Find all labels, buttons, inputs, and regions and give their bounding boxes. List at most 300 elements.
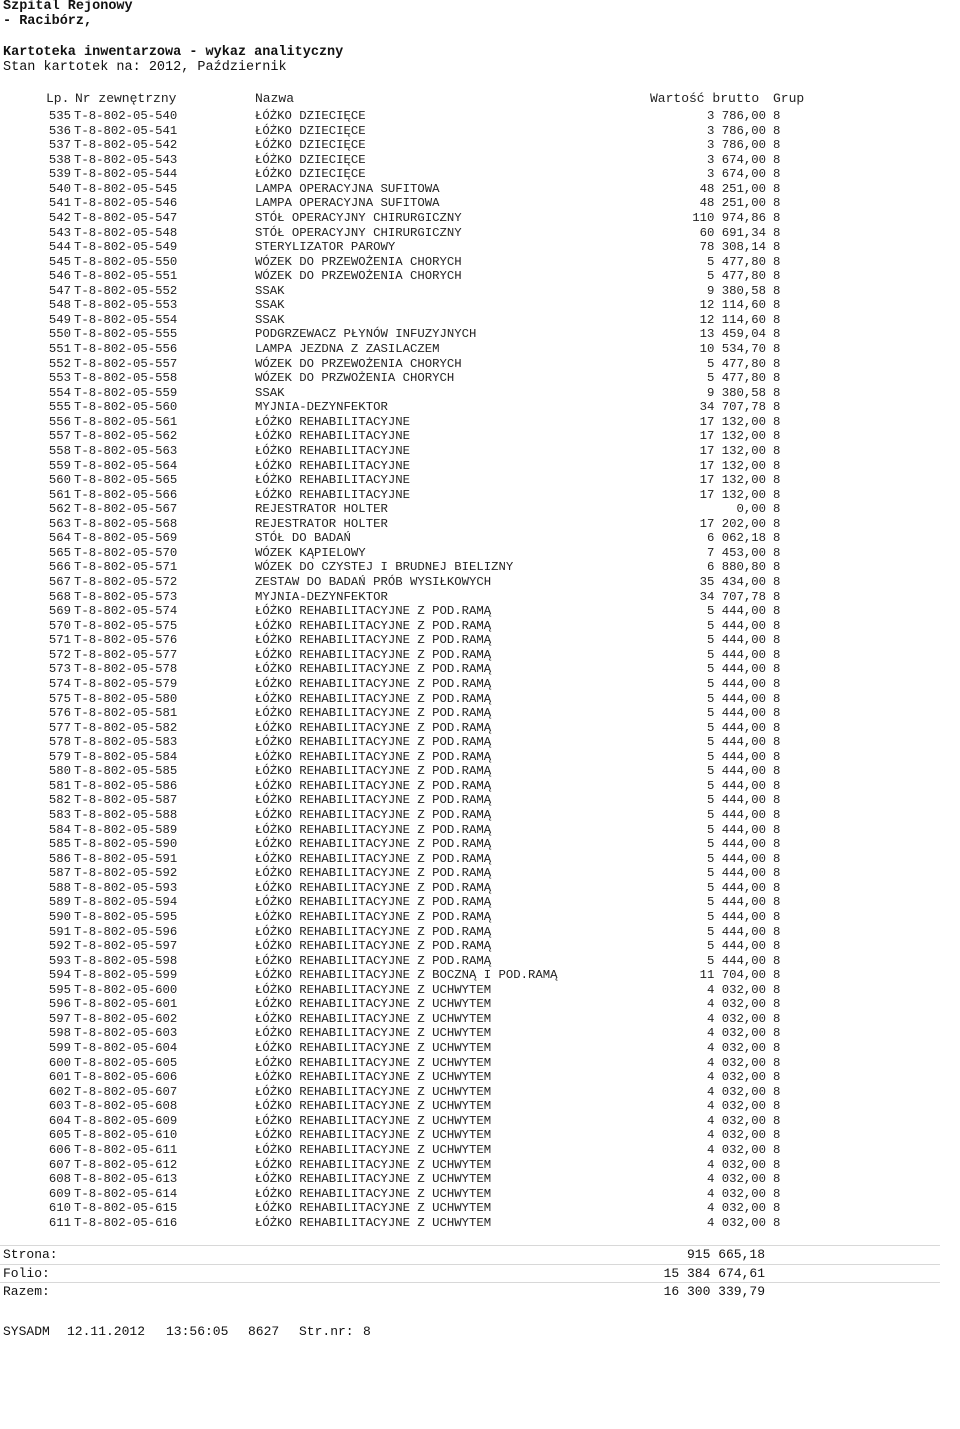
row-nr: T-8-802-05-599	[74, 968, 178, 983]
row-nr: T-8-802-05-584	[74, 749, 178, 764]
row-group: 8	[773, 851, 781, 866]
row-nr: T-8-802-05-594	[74, 895, 178, 910]
row-group: 8	[773, 342, 781, 356]
report-title: Kartoteka inwentarzowa - wykaz analityczny	[3, 45, 344, 60]
table-row	[0, 1041, 960, 1056]
row-name: ŁÓŻKO REHABILITACYJNE	[255, 443, 410, 458]
row-value: 5 444,00	[706, 793, 766, 808]
row-nr: T-8-802-05-608	[74, 1099, 178, 1114]
row-nr: T-8-802-05-547	[74, 210, 178, 225]
row-nr: T-8-802-05-569	[74, 531, 178, 546]
row-lp: 560	[48, 473, 71, 488]
row-lp: 545	[48, 254, 71, 269]
row-group: 8	[773, 429, 781, 444]
row-value: 5 444,00	[706, 866, 766, 881]
table-row	[0, 444, 960, 459]
row-value: 4 032,00	[706, 1055, 766, 1070]
table-row	[0, 968, 960, 983]
row-nr: T-8-802-05-581	[74, 706, 178, 721]
row-nr: T-8-802-05-600	[74, 982, 178, 997]
col-group: Grup	[773, 91, 805, 106]
row-nr: T-8-802-05-552	[74, 283, 178, 298]
row-group: 8	[773, 516, 781, 531]
summary-folio	[0, 1264, 940, 1283]
row-name: ŁÓŻKO REHABILITACYJNE Z POD.RAMĄ	[255, 706, 492, 721]
row-lp: 593	[48, 953, 71, 968]
row-lp: 580	[48, 764, 71, 779]
row-lp: 548	[48, 298, 71, 313]
footer-date: 12.11.2012	[67, 1324, 146, 1339]
row-lp: 600	[48, 1055, 71, 1070]
table-row	[0, 488, 960, 503]
row-group: 8	[773, 1172, 781, 1187]
inventory-table	[0, 109, 960, 1230]
row-lp: 538	[48, 152, 71, 167]
row-name: ŁÓŻKO REHABILITACYJNE Z UCHWYTEM	[255, 1084, 492, 1099]
row-lp: 568	[48, 589, 71, 604]
row-name: ŁÓŻKO REHABILITACYJNE Z POD.RAMĄ	[255, 604, 492, 619]
col-nr: Nr zewnętrzny	[75, 91, 177, 106]
row-group: 8	[773, 647, 781, 662]
row-group: 8	[773, 764, 781, 779]
row-group: 8	[773, 633, 781, 648]
row-group: 8	[773, 138, 781, 153]
row-value: 5 444,00	[706, 749, 766, 764]
row-nr: T-8-802-05-597	[74, 939, 178, 954]
row-nr: T-8-802-05-575	[74, 618, 178, 633]
table-row	[0, 619, 960, 634]
table-row	[0, 779, 960, 794]
table-row	[0, 1158, 960, 1173]
row-value: 3 786,00	[706, 123, 766, 138]
row-value: 5 444,00	[706, 939, 766, 954]
row-lp: 601	[48, 1070, 71, 1085]
row-nr: T-8-802-05-543	[74, 152, 178, 167]
row-name: REJESTRATOR HOLTER	[255, 502, 388, 517]
table-row	[0, 459, 960, 474]
row-name: WÓZEK KĄPIELOWY	[255, 545, 366, 560]
row-value: 17 132,00	[699, 429, 766, 444]
row-value: 5 444,00	[706, 647, 766, 662]
row-group: 8	[773, 808, 781, 822]
row-group: 8	[773, 531, 781, 546]
summary-folio-label: Folio:	[3, 1266, 50, 1281]
row-name: ŁÓŻKO REHABILITACYJNE Z UCHWYTEM	[255, 1186, 492, 1201]
row-group: 8	[773, 1142, 781, 1157]
row-nr: T-8-802-05-566	[74, 487, 178, 502]
row-value: 48 251,00	[699, 196, 766, 211]
row-name: REJESTRATOR HOLTER	[255, 516, 388, 531]
row-value: 48 251,00	[699, 181, 766, 196]
row-group: 8	[773, 414, 781, 429]
row-lp: 559	[48, 458, 71, 473]
table-row	[0, 196, 960, 211]
row-lp: 576	[48, 706, 71, 721]
row-group: 8	[773, 662, 781, 677]
row-lp: 563	[48, 516, 71, 531]
row-name: WÓZEK DO PRZEWOŻENIA CHORYCH	[255, 269, 462, 284]
row-lp: 555	[48, 400, 71, 415]
row-nr: T-8-802-05-593	[74, 880, 178, 895]
row-nr: T-8-802-05-596	[74, 924, 178, 939]
row-group: 8	[773, 895, 781, 910]
row-value: 4 032,00	[706, 1186, 766, 1201]
table-row	[0, 823, 960, 838]
row-value: 17 132,00	[699, 443, 766, 458]
row-nr: T-8-802-05-583	[74, 735, 178, 750]
row-group: 8	[773, 604, 781, 619]
row-group: 8	[773, 443, 781, 458]
row-value: 4 032,00	[706, 1026, 766, 1041]
row-value: 4 032,00	[706, 1215, 766, 1230]
report-period: Stan kartotek na: 2012, Październik	[3, 60, 287, 75]
row-group: 8	[773, 1201, 781, 1216]
row-group: 8	[773, 254, 781, 269]
row-value: 10 534,70	[699, 342, 766, 356]
row-lp: 551	[48, 342, 71, 356]
row-group: 8	[773, 982, 781, 997]
row-lp: 611	[48, 1215, 71, 1230]
row-nr: T-8-802-05-551	[74, 269, 178, 284]
row-name: ŁÓŻKO REHABILITACYJNE Z UCHWYTEM	[255, 1215, 492, 1230]
summary-total-value: 16 300 339,79	[663, 1284, 765, 1299]
row-name: ŁÓŻKO REHABILITACYJNE Z POD.RAMĄ	[255, 720, 492, 735]
table-row	[0, 386, 960, 401]
row-group: 8	[773, 618, 781, 633]
table-row	[0, 1216, 960, 1231]
row-lp: 581	[48, 778, 71, 793]
row-group: 8	[773, 225, 781, 240]
row-value: 4 032,00	[706, 1128, 766, 1143]
row-nr: T-8-802-05-602	[74, 1011, 178, 1026]
row-value: 5 444,00	[706, 706, 766, 721]
row-name: ŁÓŻKO REHABILITACYJNE Z POD.RAMĄ	[255, 909, 492, 924]
row-value: 5 444,00	[706, 662, 766, 677]
row-group: 8	[773, 1070, 781, 1085]
row-value: 5 444,00	[706, 851, 766, 866]
row-lp: 546	[48, 269, 71, 284]
table-row	[0, 706, 960, 721]
row-value: 5 477,80	[706, 254, 766, 269]
row-value: 6 062,18	[706, 531, 766, 546]
row-name: ŁÓŻKO REHABILITACYJNE Z POD.RAMĄ	[255, 953, 492, 968]
row-nr: T-8-802-05-591	[74, 851, 178, 866]
row-group: 8	[773, 1157, 781, 1172]
row-lp: 552	[48, 356, 71, 371]
row-value: 4 032,00	[706, 1157, 766, 1172]
row-group: 8	[773, 1215, 781, 1230]
col-lp: Lp.	[46, 91, 70, 106]
row-lp: 557	[48, 429, 71, 444]
row-group: 8	[773, 778, 781, 793]
table-row	[0, 560, 960, 575]
row-group: 8	[773, 1084, 781, 1099]
table-row	[0, 138, 960, 153]
row-value: 17 132,00	[699, 473, 766, 488]
table-row	[0, 211, 960, 226]
row-lp: 572	[48, 647, 71, 662]
row-group: 8	[773, 167, 781, 182]
row-name: ŁÓŻKO REHABILITACYJNE Z UCHWYTEM	[255, 1011, 492, 1026]
row-lp: 605	[48, 1128, 71, 1143]
row-lp: 582	[48, 793, 71, 808]
row-nr: T-8-802-05-590	[74, 837, 178, 852]
row-group: 8	[773, 1128, 781, 1143]
row-value: 60 691,34	[699, 225, 766, 240]
table-row	[0, 866, 960, 881]
row-value: 17 132,00	[699, 414, 766, 429]
row-value: 5 444,00	[706, 735, 766, 750]
row-name: ZESTAW DO BADAŃ PRÓB WYSIŁKOWYCH	[255, 575, 492, 589]
summary-folio-value: 15 384 674,61	[663, 1266, 765, 1281]
table-row	[0, 1012, 960, 1027]
row-value: 4 032,00	[706, 1084, 766, 1099]
row-name: ŁÓŻKO REHABILITACYJNE Z BOCZNĄ I POD.RAMĄ	[255, 968, 558, 983]
row-value: 5 444,00	[706, 895, 766, 910]
row-name: WÓZEK DO PRZEWOŻENIA CHORYCH	[255, 254, 462, 269]
column-headers	[0, 91, 960, 107]
row-lp: 566	[48, 560, 71, 575]
row-nr: T-8-802-05-545	[74, 181, 178, 196]
row-nr: T-8-802-05-616	[74, 1215, 178, 1230]
row-value: 5 444,00	[706, 633, 766, 648]
row-nr: T-8-802-05-556	[74, 342, 178, 356]
row-nr: T-8-802-05-561	[74, 414, 178, 429]
row-group: 8	[773, 720, 781, 735]
row-name: STÓŁ OPERACYJNY CHIRURGICZNY	[255, 225, 462, 240]
row-group: 8	[773, 487, 781, 502]
row-name: ŁÓŻKO REHABILITACYJNE	[255, 473, 410, 488]
row-nr: T-8-802-05-614	[74, 1186, 178, 1201]
row-nr: T-8-802-05-604	[74, 1041, 178, 1055]
row-name: ŁÓŻKO REHABILITACYJNE Z POD.RAMĄ	[255, 822, 492, 837]
row-lp: 570	[48, 618, 71, 633]
row-name: LAMPA OPERACYJNA SUFITOWA	[255, 181, 440, 196]
row-lp: 594	[48, 968, 71, 983]
table-row	[0, 1187, 960, 1202]
row-nr: T-8-802-05-542	[74, 138, 178, 153]
row-name: ŁÓŻKO REHABILITACYJNE Z UCHWYTEM	[255, 1070, 492, 1085]
row-nr: T-8-802-05-573	[74, 589, 178, 604]
row-group: 8	[773, 385, 781, 400]
row-value: 4 032,00	[706, 1011, 766, 1026]
row-lp: 544	[48, 240, 71, 255]
row-value: 4 032,00	[706, 997, 766, 1012]
row-name: ŁÓŻKO REHABILITACYJNE Z POD.RAMĄ	[255, 880, 492, 895]
row-name: ŁÓŻKO REHABILITACYJNE Z POD.RAMĄ	[255, 618, 492, 633]
table-row	[0, 910, 960, 925]
row-lp: 573	[48, 662, 71, 677]
row-lp: 577	[48, 720, 71, 735]
row-value: 5 444,00	[706, 604, 766, 619]
row-lp: 569	[48, 604, 71, 619]
row-group: 8	[773, 400, 781, 415]
row-nr: T-8-802-05-546	[74, 196, 178, 211]
row-lp: 556	[48, 414, 71, 429]
row-group: 8	[773, 968, 781, 983]
table-row	[0, 1056, 960, 1071]
row-name: WÓZEK DO PRZWOŻENIA CHORYCH	[255, 371, 455, 386]
row-name: STÓŁ DO BADAŃ	[255, 531, 351, 546]
row-group: 8	[773, 269, 781, 284]
row-value: 4 032,00	[706, 1099, 766, 1114]
row-name: WÓZEK DO CZYSTEJ I BRUDNEJ BIELIZNY	[255, 560, 514, 575]
row-value: 7 453,00	[706, 545, 766, 560]
row-name: ŁÓŻKO REHABILITACYJNE Z POD.RAMĄ	[255, 662, 492, 677]
row-name: ŁÓŻKO REHABILITACYJNE Z POD.RAMĄ	[255, 866, 492, 881]
table-row	[0, 342, 960, 357]
row-name: LAMPA OPERACYJNA SUFITOWA	[255, 196, 440, 211]
row-lp: 606	[48, 1142, 71, 1157]
row-name: ŁÓŻKO REHABILITACYJNE Z POD.RAMĄ	[255, 895, 492, 910]
row-nr: T-8-802-05-557	[74, 356, 178, 371]
row-lp: 547	[48, 283, 71, 298]
row-value: 6 880,80	[706, 560, 766, 575]
row-value: 4 032,00	[706, 1142, 766, 1157]
row-name: ŁÓŻKO REHABILITACYJNE Z UCHWYTEM	[255, 1026, 492, 1041]
row-group: 8	[773, 283, 781, 298]
row-value: 17 202,00	[699, 516, 766, 531]
row-group: 8	[773, 371, 781, 386]
row-group: 8	[773, 676, 781, 691]
row-lp: 564	[48, 531, 71, 546]
row-value: 34 707,78	[699, 589, 766, 604]
row-lp: 590	[48, 909, 71, 924]
table-row	[0, 182, 960, 197]
row-name: ŁÓŻKO REHABILITACYJNE Z POD.RAMĄ	[255, 691, 492, 706]
row-lp: 571	[48, 633, 71, 648]
row-lp: 579	[48, 749, 71, 764]
table-row	[0, 109, 960, 124]
row-name: ŁÓŻKO REHABILITACYJNE Z UCHWYTEM	[255, 1157, 492, 1172]
row-name: ŁÓŻKO REHABILITACYJNE Z UCHWYTEM	[255, 1172, 492, 1187]
row-group: 8	[773, 575, 781, 589]
row-name: ŁÓŻKO REHABILITACYJNE Z POD.RAMĄ	[255, 647, 492, 662]
row-name: ŁÓŻKO REHABILITACYJNE Z UCHWYTEM	[255, 997, 492, 1012]
row-value: 5 444,00	[706, 778, 766, 793]
row-value: 12 114,60	[699, 312, 766, 327]
row-lp: 586	[48, 851, 71, 866]
row-name: ŁÓŻKO REHABILITACYJNE Z POD.RAMĄ	[255, 735, 492, 750]
row-value: 4 032,00	[706, 1041, 766, 1055]
row-value: 5 444,00	[706, 764, 766, 779]
row-nr: T-8-802-05-576	[74, 633, 178, 648]
row-lp: 607	[48, 1157, 71, 1172]
summary-page	[0, 1245, 940, 1264]
row-lp: 565	[48, 545, 71, 560]
row-name: ŁÓŻKO REHABILITACYJNE	[255, 414, 410, 429]
row-lp: 567	[48, 575, 71, 589]
footer-code: 8627	[248, 1324, 280, 1339]
row-nr: T-8-802-05-564	[74, 458, 178, 473]
table-row	[0, 881, 960, 896]
row-name: ŁÓŻKO REHABILITACYJNE	[255, 487, 410, 502]
row-value: 5 444,00	[706, 837, 766, 852]
row-lp: 588	[48, 880, 71, 895]
row-lp: 561	[48, 487, 71, 502]
row-nr: T-8-802-05-563	[74, 443, 178, 458]
row-name: ŁÓŻKO REHABILITACYJNE Z POD.RAMĄ	[255, 633, 492, 648]
row-nr: T-8-802-05-592	[74, 866, 178, 881]
table-row	[0, 997, 960, 1012]
row-group: 8	[773, 298, 781, 313]
table-row	[0, 255, 960, 270]
row-nr: T-8-802-05-603	[74, 1026, 178, 1041]
row-lp: 535	[48, 109, 71, 123]
table-row	[0, 153, 960, 168]
row-lp: 610	[48, 1201, 71, 1216]
col-value: Wartość brutto	[650, 91, 760, 106]
row-lp: 558	[48, 443, 71, 458]
row-name: ŁÓŻKO DZIECIĘCE	[255, 123, 366, 138]
row-name: SSAK	[255, 298, 285, 313]
table-row	[0, 1085, 960, 1100]
table-row	[0, 1099, 960, 1114]
row-nr: T-8-802-05-585	[74, 764, 178, 779]
row-value: 110 974,86	[692, 210, 766, 225]
table-row	[0, 837, 960, 852]
row-group: 8	[773, 589, 781, 604]
hospital-city: - Racibórz,	[3, 14, 93, 29]
row-group: 8	[773, 458, 781, 473]
row-lp: 584	[48, 822, 71, 837]
summary-page-label: Strona:	[3, 1247, 58, 1262]
row-name: ŁÓŻKO REHABILITACYJNE Z UCHWYTEM	[255, 1099, 492, 1114]
row-nr: T-8-802-05-553	[74, 298, 178, 313]
row-group: 8	[773, 909, 781, 924]
row-lp: 553	[48, 371, 71, 386]
row-lp: 578	[48, 735, 71, 750]
row-lp: 587	[48, 866, 71, 881]
summary-total-label: Razem:	[3, 1284, 50, 1299]
table-row	[0, 939, 960, 954]
row-nr: T-8-802-05-580	[74, 691, 178, 706]
row-lp: 592	[48, 939, 71, 954]
table-row	[0, 721, 960, 736]
row-group: 8	[773, 953, 781, 968]
table-row	[0, 167, 960, 182]
row-group: 8	[773, 1041, 781, 1055]
row-name: ŁÓŻKO REHABILITACYJNE Z POD.RAMĄ	[255, 837, 492, 852]
row-nr: T-8-802-05-555	[74, 327, 178, 342]
row-value: 5 444,00	[706, 676, 766, 691]
table-row	[0, 1143, 960, 1158]
row-name: ŁÓŻKO DZIECIĘCE	[255, 109, 366, 123]
row-name: PODGRZEWACZ PŁYNÓW INFUZYJNYCH	[255, 327, 477, 342]
row-group: 8	[773, 502, 781, 517]
row-group: 8	[773, 691, 781, 706]
summary-total	[0, 1282, 940, 1301]
row-value: 5 444,00	[706, 953, 766, 968]
row-group: 8	[773, 210, 781, 225]
hospital-name: Szpital Rejonowy	[3, 0, 133, 14]
row-lp: 596	[48, 997, 71, 1012]
table-row	[0, 400, 960, 415]
table-row	[0, 604, 960, 619]
row-nr: T-8-802-05-595	[74, 909, 178, 924]
row-nr: T-8-802-05-572	[74, 575, 178, 589]
table-row	[0, 852, 960, 867]
row-nr: T-8-802-05-587	[74, 793, 178, 808]
row-value: 0,00	[736, 502, 766, 517]
row-lp: 537	[48, 138, 71, 153]
row-value: 5 444,00	[706, 691, 766, 706]
row-name: ŁÓŻKO REHABILITACYJNE Z POD.RAMĄ	[255, 676, 492, 691]
row-value: 35 434,00	[699, 575, 766, 589]
row-name: MYJNIA-DEZYNFEKTOR	[255, 589, 388, 604]
row-value: 4 032,00	[706, 1201, 766, 1216]
row-name: SSAK	[255, 283, 285, 298]
